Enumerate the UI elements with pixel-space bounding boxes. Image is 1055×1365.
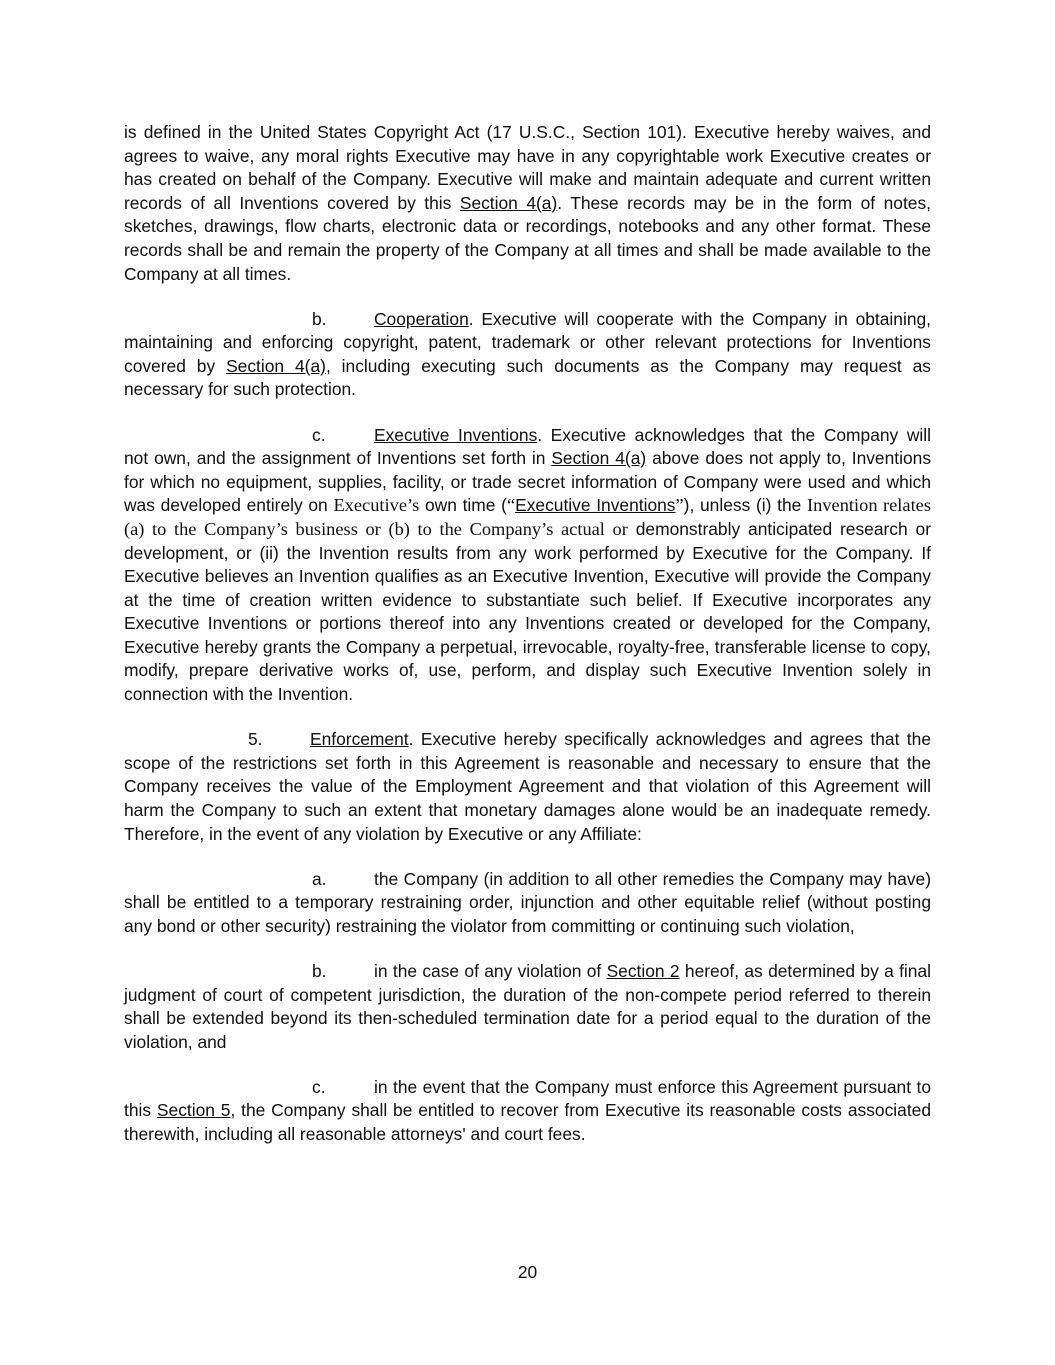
text: ), unless (i) the — [683, 495, 808, 516]
section-reference: Section 4(a) — [459, 192, 558, 213]
paragraph-heading: Cooperation — [374, 308, 469, 329]
paragraph-heading: Executive Inventions — [374, 424, 538, 445]
text: the Company (in addition to all other remedies the Company may have) shall be entitled to a temporary restraining order, injunction and other equitable relief (without posting any bond or other security) restraining the violator from committing or continuing such violation, — [124, 868, 931, 936]
text: . These records may be in the form of notes, sketches, drawings, flow charts, electronic data or recordings, notebooks and any other format. These records shall be and remain the property of the Company at all times and shall be made available to the Company at all times. — [124, 192, 931, 284]
paragraph-4c-executive-inventions — [124, 424, 931, 707]
paragraph-number: c. — [312, 424, 326, 445]
text: in the case of any violation of — [374, 960, 607, 981]
section-number: 5. — [248, 729, 263, 750]
text: in the event that the Company must enforce this Agreement pursuant to this — [124, 1076, 931, 1121]
section-reference: Section 2 — [606, 960, 680, 981]
document-body — [124, 121, 931, 1168]
section-reference: Section 4(a) — [551, 448, 647, 469]
section-reference: Section 4(a) — [226, 355, 326, 376]
section-heading: Enforcement — [310, 729, 409, 750]
paragraph-5a — [124, 868, 931, 939]
quote-open: “ — [506, 495, 516, 516]
text: is defined in the United States Copyright Act (17 U.S.C., Section 101). Executive hereby waives, and agrees to waive, any moral rights Executive may have in any copyrightable work Executive creates or has created on behalf of the Company. Executive will make and maintain adequate and current written records of all Inventions covered by this — [124, 122, 931, 213]
serif-text: Executive’s — [333, 495, 420, 516]
text: , the Company shall be entitled to recover from Executive its reasonable costs associated therewith, including all reasonable attorneys' and court fees. — [124, 1100, 931, 1144]
paragraph-4b-cooperation — [124, 308, 931, 402]
text: demonstrably anticipated research or development, or (ii) the Invention results from any work performed by Executive for the Company. If Executive believes an Invention qualifies as an Executive Invention, Executive will provide the Company at the time of creation written evidence to substantiate such belief. If Executive incorporates any Executive Inventions or portions thereof into any Inventions created or developed for the Company, Executive hereby grants the Company a perpetual, irrevocable, royalty-free, transferable license to copy, modify, prepare derivative works of, use, perform, and display such Executive Invention solely in connection with the Invention. — [124, 518, 932, 705]
page-number: 20 — [517, 1262, 538, 1282]
paragraph-number: b. — [312, 960, 327, 981]
quote-close: ” — [675, 495, 684, 516]
paragraph-number: a. — [312, 868, 327, 889]
paragraph-5c — [124, 1076, 931, 1147]
paragraph-5b — [124, 960, 931, 1054]
defined-term: Executive Inventions — [515, 495, 676, 516]
text: . Executive acknowledges that the Company will not own, and the assignment of Inventions set forth in — [124, 424, 931, 469]
text: . Executive hereby specifically acknowledges and agrees that the scope of the restrictions set forth in this Agreement is reasonable and necessary to ensure that the Company receives the value of the Employment Agreement and that violation of this Agreement will harm the Company to such an extent that monetary damages alone would be an inadequate remedy. Therefore, in the event of any violation by Executive or any Affiliate: — [124, 729, 931, 844]
text: own time ( — [419, 495, 507, 516]
paragraph-5-enforcement — [124, 728, 931, 846]
section-reference: Section 5 — [156, 1100, 231, 1121]
paragraph-number: b. — [312, 308, 327, 329]
text: . Executive will cooperate with the Company in obtaining, maintaining and enforcing copyright, patent, trademark or other relevant protections for Inventions covered by — [124, 308, 931, 376]
text: , including executing such documents as the Company may request as necessary for such protection. — [124, 355, 932, 400]
text: above does not apply to, Inventions for which no equipment, supplies, facility, or trade secret information of Company were used and which was developed entirely on — [124, 448, 932, 516]
serif-text: Invention relates (a) to the Company’s business or (b) to the Company’s actual or — [124, 495, 931, 539]
paragraph-number: c. — [312, 1076, 326, 1097]
paragraph-4a-continuation — [124, 121, 931, 286]
text: hereof, as determined by a final judgment of court of competent jurisdiction, the duration of the non-compete period referred to therein shall be extended beyond its then-scheduled termination date for a period equal to the duration of the violation, and — [124, 960, 931, 1052]
